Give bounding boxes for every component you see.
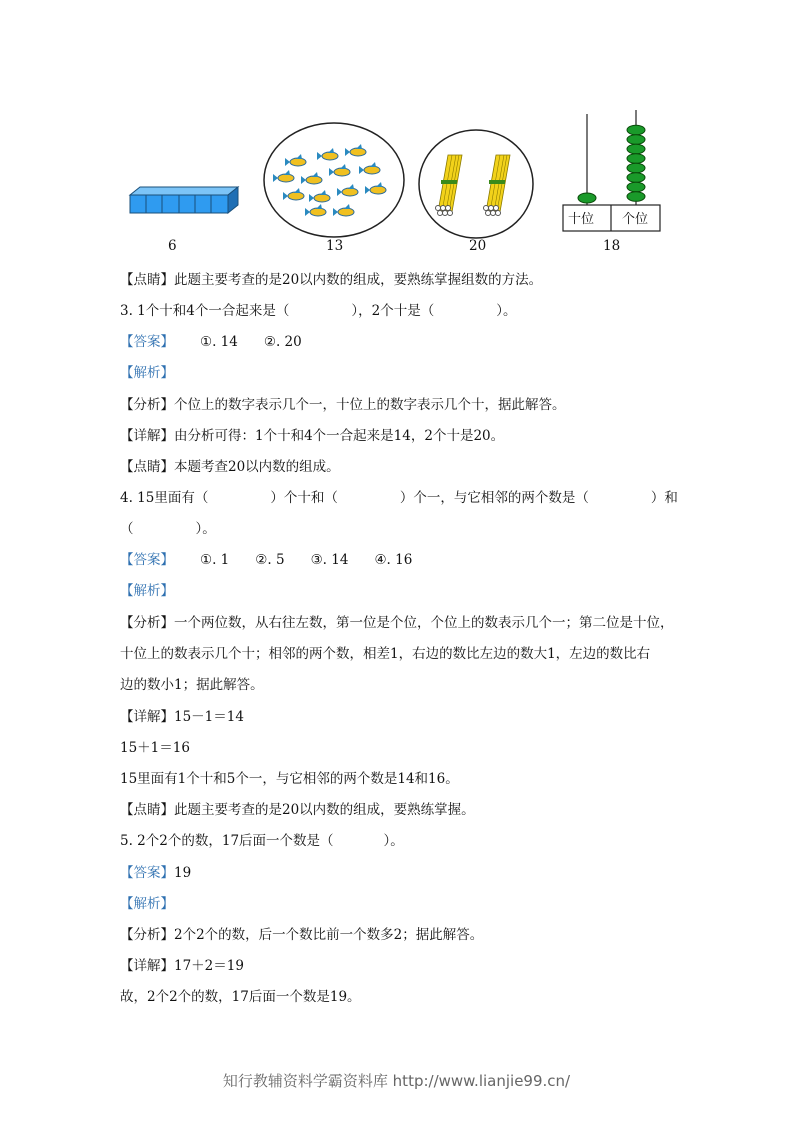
analysis-tag-3: 【解析】 [120, 365, 174, 381]
point-note-4: 【点睛】此题主要考查的是20以内数的组成，要熟练掌握。 [120, 802, 475, 818]
bead-icon [627, 125, 645, 135]
abacus-ones-label: 个位 [622, 212, 649, 227]
detail-3: 【详解】由分析可得：1个十和4个一合起来是14，2个十是20。 [120, 428, 505, 444]
analysis-4-line-2: 十位上的数表示几个十；相邻的两个数，相差1，右边的数比左边的数大1，左边的数比右 [120, 646, 651, 662]
fish-circle [264, 123, 404, 237]
detail-5: 【详解】17＋2＝19 [120, 958, 244, 974]
detail-4-line-1: 【详解】15－1＝14 [120, 709, 244, 725]
bead-icon [627, 144, 645, 154]
conclusion-5: 故，2个2个的数，17后面一个数是19。 [120, 989, 361, 1005]
bead-icon [627, 163, 645, 173]
analysis-5: 【分析】2个2个的数，后一个数比前一个数多2；据此解答。 [120, 927, 484, 943]
question-5: 5. 2个2个的数，17后面一个数是（ ）。 [120, 833, 404, 849]
point-note-3: 【点睛】本题考查20以内数的组成。 [120, 459, 340, 475]
detail-4-line-3: 15里面有1个十和5个一，与它相邻的两个数是14和16。 [120, 771, 459, 787]
answer-tag: 【答案】 [120, 334, 174, 350]
question-4-line-2: （ ）。 [120, 521, 216, 537]
abacus-tens-label: 十位 [568, 212, 595, 227]
analysis-tag-5: 【解析】 [120, 896, 174, 912]
footer-watermark: 知行教辅资料学霸资料库 http://www.lianjie99.cn/ [222, 1072, 571, 1090]
answer-tag: 【答案】 [120, 865, 174, 881]
question-4-line-1: 4. 15里面有（ ）个十和（ ）个一，与它相邻的两个数是（ ）和 [120, 490, 678, 506]
answer-line-5: 【答案】19 [120, 865, 192, 881]
point-note-1: 【点睛】此题主要考查的是20以内数的组成，要熟练掌握组数的方法。 [120, 272, 543, 288]
label-fish: 13 [326, 238, 344, 254]
bead-icon [627, 182, 645, 192]
question-3: 3. 1个十和4个一合起来是（ ），2个十是（ ）。 [120, 303, 517, 319]
figure-drawing [0, 100, 793, 260]
analysis-3: 【分析】个位上的数字表示几个一，十位上的数字表示几个十，据此解答。 [120, 397, 566, 413]
label-cubes: 6 [168, 238, 177, 254]
answer-line-4: 【答案】 ①. 1 ②. 5 ③. 14 ④. 16 [120, 552, 413, 568]
answer-line-3: 【答案】 ①. 14 ②. 20 [120, 334, 302, 350]
bead-icon [627, 135, 645, 145]
analysis-4-line-3: 边的数小1；据此解答。 [120, 677, 264, 693]
stick-bundles-circle [419, 130, 533, 238]
analysis-tag-4: 【解析】 [120, 583, 174, 599]
detail-4-line-2: 15＋1＝16 [120, 740, 190, 756]
label-sticks: 20 [469, 238, 487, 254]
bead-icon [627, 192, 645, 202]
bead-icon [627, 154, 645, 164]
label-abacus: 18 [603, 238, 621, 254]
bead-icon [627, 173, 645, 183]
answer-tag: 【答案】 [120, 552, 174, 568]
counting-figure [0, 100, 793, 260]
analysis-4-line-1: 【分析】一个两位数，从右往左数，第一位是个位，个位上的数表示几个一；第二位是十位， [120, 615, 674, 631]
cube-strip [130, 187, 238, 213]
